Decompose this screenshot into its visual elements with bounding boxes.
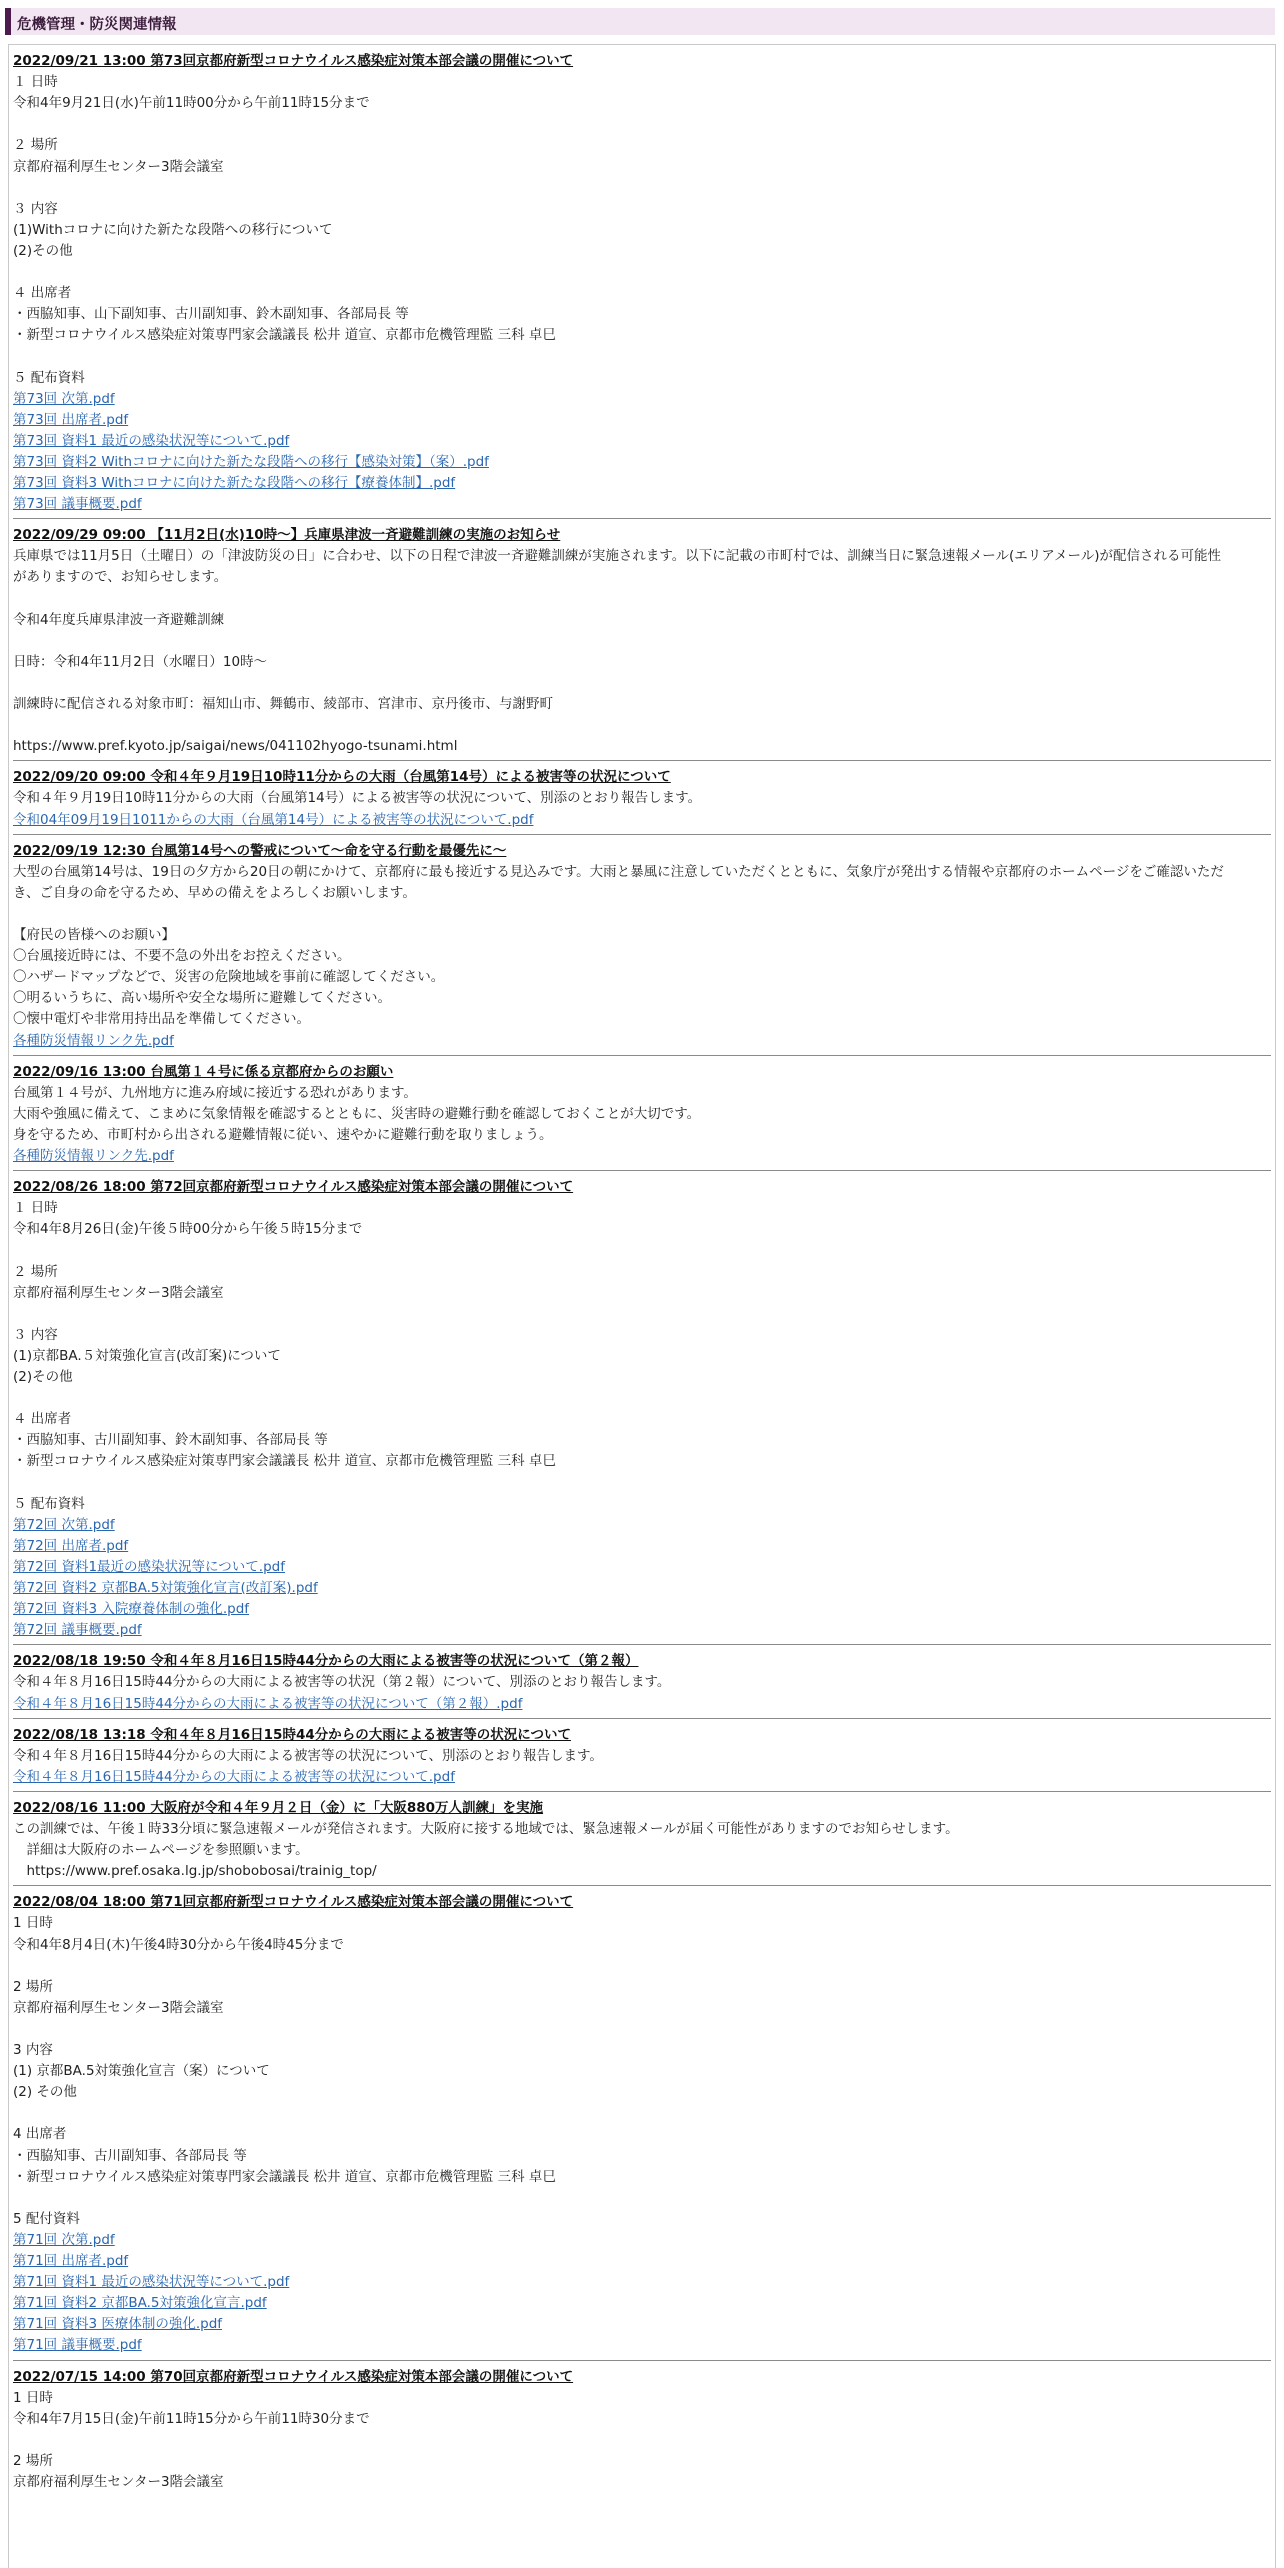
news-item-text: ４ 出席者 [13,1411,72,1428]
news-item-text: ・新型コロナウイルス感染症対策専門家会議議長 松井 道宣、京都市危機管理監 三科 卓巳 [13,327,556,344]
news-item-text: ３ 内容 [13,200,58,217]
attachment-link[interactable]: 第73回 出席者.pdf [13,411,129,428]
attachment-link[interactable]: 令和４年８月16日15時44分からの大雨による被害等の状況について（第２報）.pdf [13,1695,523,1712]
news-item-text: 5 配付資料 [13,2210,80,2227]
item-divider [13,1885,1271,1886]
news-item-text: 令和４年８月16日15時44分からの大雨による被害等の状況について、別添のとおり報告します。 [13,1747,603,1764]
news-list [8,44,1276,2568]
attachment-link[interactable]: 第72回 資料2 京都BA.5対策強化宣言(改訂案).pdf [13,1580,318,1596]
attachment-link[interactable]: 第71回 資料3 医療体制の強化.pdf [13,2316,223,2333]
news-item-text: 3 内容 [13,2042,53,2058]
section-header [5,8,1275,35]
news-item-text: 令和4年7月15日(金)午前11時15分から午前11時30分まで [13,2410,370,2427]
news-item-text: 〇台風接近時には、不要不急の外出をお控えください。 [13,948,351,965]
news-item-title: 2022/08/18 19:50 令和４年８月16日15時44分からの大雨による被害等の状況について（第２報） [13,1653,639,1670]
news-item-text: ・西脇知事、古川副知事、各部局長 等 [13,2147,247,2164]
item-divider [13,1791,1271,1792]
news-item-text: 1 日時 [13,2389,53,2406]
attachment-link[interactable]: 各種防災情報リンク先.pdf [13,1148,174,1164]
news-item-text: (2)その他 [13,1369,73,1385]
news-item-title: 2022/08/04 18:00 第71回京都府新型コロナウイルス感染症対策本部会議の開催について [13,1894,574,1911]
news-item-text: 令和４年８月16日15時44分からの大雨による被害等の状況（第２報）について、別添のとおり報告します。 [13,1674,671,1691]
news-item-text: 〇ハザードマップなどで、災害の危険地域を事前に確認してください。 [13,969,445,986]
news-item-text: 2 場所 [13,1978,53,1995]
news-item-text: １ 日時 [13,1200,58,1217]
news-item-text: 令和4年9月21日(水)午前11時00分から午前11時15分まで [13,95,370,112]
news-item-text: 令和4年8月26日(金)午後５時00分から午後５時15分まで [13,1221,363,1238]
item-divider [13,834,1271,835]
news-item-text: ４ 出席者 [13,285,72,302]
news-item-text: 令和４年９月19日10時11分からの大雨（台風第14号）による被害等の状況について、別添のとおり報告します。 [13,790,702,807]
item-divider [13,2360,1271,2361]
attachment-link[interactable]: 第71回 議事概要.pdf [13,2337,142,2354]
news-item-text: ・新型コロナウイルス感染症対策専門家会議議長 松井 道宣、京都市危機管理監 三科 卓巳 [13,1453,556,1470]
news-item-text: (2) その他 [13,2084,77,2101]
news-item-text: 日時：令和4年11月2日（水曜日）10時〜 [13,653,268,670]
attachment-link[interactable]: 第72回 議事概要.pdf [13,1622,142,1639]
item-divider [13,1055,1271,1056]
attachment-link[interactable]: 第71回 資料1 最近の感染状況等について.pdf [13,2274,290,2291]
news-item-text: 【府民の皆様へのお願い】 [13,927,175,943]
news-item-text: (1) 京都BA.5対策強化宣言（案）について [13,2063,270,2080]
news-item-text: き、ご自身の命を守るため、早めの備えをよろしくお願いします。 [13,884,416,901]
news-item-text: 台風第１４号が、九州地方に進み府域に接近する恐れがあります。 [13,1084,417,1101]
attachment-link[interactable]: 第73回 資料2 Withコロナに向けた新たな段階への移行【感染対策】（案）.pdf [13,453,489,470]
news-item-text: 身を守るため、市町村から出される避難情報に従い、速やかに避難行動を取りましょう。 [13,1126,553,1143]
news-item-text: 京都府福利厚生センター3階会議室 [13,1999,224,2016]
news-item-title: 2022/09/19 12:30 台風第14号への警戒について〜命を守る行動を最優先に〜 [13,842,507,859]
item-divider [13,518,1271,519]
news-item-text: 1 日時 [13,1915,53,1932]
news-item-text: 2 場所 [13,2452,53,2469]
news-item-text: この訓練では、午後１時33分頃に緊急速報メールが発信されます。大阪府に接する地域では、緊急速報メールが届く可能性がありますのでお知らせします。 [13,1821,959,1837]
item-divider [13,1170,1271,1171]
attachment-link[interactable]: 第72回 出席者.pdf [13,1537,129,1554]
news-item-text: 京都府福利厚生センター3階会議室 [13,2474,224,2490]
news-item-title: 2022/08/16 11:00 大阪府が令和４年９月２日（金）に「大阪880万人訓練」を実施 [13,1799,544,1816]
attachment-link[interactable]: 第72回 次第.pdf [13,1516,115,1533]
news-item-text: 4 出席者 [13,2126,67,2143]
news-item-text: 詳細は大阪府のホームページを参照願います。 [13,1842,309,1859]
attachment-link[interactable]: 各種防災情報リンク先.pdf [13,1032,174,1049]
news-item-text: 〇懐中電灯や非常用持出品を準備してください。 [13,1011,310,1028]
news-item-text: 大雨や強風に備えて、こまめに気象情報を確認するとともに、災害時の避難行動を確認しておくことが大切です。 [13,1105,701,1122]
item-divider [13,1718,1271,1719]
news-item-title: 2022/08/18 13:18 令和４年８月16日15時44分からの大雨による被害等の状況について [13,1726,571,1743]
news-item-text: ・新型コロナウイルス感染症対策専門家会議議長 松井 道宣、京都市危機管理監 三科 卓巳 [13,2168,556,2185]
news-item-text: ５ 配布資料 [13,369,85,386]
news-item-text: 令和4年8月4日(木)午後4時30分から午後4時45分まで [13,1936,344,1953]
news-item-text: 兵庫県では11月5日（土曜日）の「津波防災の日」に合わせ、以下の日程で津波一斉避難訓練が実施されます。以下に記載の市町村では、訓練当日に緊急速報メール(エリアメール)が配信される可能性 [13,548,1221,565]
news-item-text: ５ 配布資料 [13,1495,85,1512]
item-divider [13,1644,1271,1645]
attachment-link[interactable]: 第71回 資料2 京都BA.5対策強化宣言.pdf [13,2295,267,2312]
news-item-text: ・西脇知事、古川副知事、鈴木副知事、各部局長 等 [13,1432,328,1449]
news-item-title: 2022/09/21 13:00 第73回京都府新型コロナウイルス感染症対策本部会議の開催について [13,53,574,69]
attachment-link[interactable]: 第73回 議事概要.pdf [13,496,142,513]
news-item-text: ３ 内容 [13,1326,58,1343]
news-item-text: 京都府福利厚生センター3階会議室 [13,1284,224,1301]
news-item-text: 〇明るいうちに、高い場所や安全な場所に避難してください。 [13,990,391,1007]
news-item-text: (1)Withコロナに向けた新たな段階への移行について [13,221,333,238]
news-item-title: 2022/07/15 14:00 第70回京都府新型コロナウイルス感染症対策本部会議の開催について [13,2368,574,2385]
news-item-text: (1)京都BA.５対策強化宣言(改訂案)について [13,1347,281,1364]
attachment-link[interactable]: 第71回 出席者.pdf [13,2253,129,2269]
news-item-text: １ 日時 [13,74,58,91]
news-item-text: ２ 場所 [13,1263,58,1280]
news-item-text: 令和4年度兵庫県津波一斉避難訓練 [13,611,225,628]
news-item-title: 2022/09/16 13:00 台風第１４号に係る京都府からのお願い [13,1063,394,1080]
news-item-text: ・西脇知事、山下副知事、古川副知事、鈴木副知事、各部局長 等 [13,306,409,323]
news-item-text: 京都府福利厚生センター3階会議室 [13,158,224,175]
news-item-title: 2022/08/26 18:00 第72回京都府新型コロナウイルス感染症対策本部会議の開催について [13,1179,574,1196]
attachment-link[interactable]: 令和４年８月16日15時44分からの大雨による被害等の状況について.pdf [13,1768,455,1785]
attachment-link[interactable]: 第73回 資料3 Withコロナに向けた新たな段階への移行【療養体制】.pdf [13,475,456,491]
item-divider [13,760,1271,761]
news-item-text: https://www.pref.osaka.lg.jp/shobobosai/trainig_top/ [13,1863,377,1880]
attachment-link[interactable]: 第73回 次第.pdf [13,390,115,407]
attachment-link[interactable]: 令和04年09月19日1011からの大雨（台風第14号）による被害等の状況について.pdf [13,811,534,828]
news-item-text: 大型の台風第14号は、19日の夕方から20日の朝にかけて、京都府に最も接近する見込みです。大雨と暴風に注意していただくとともに、気象庁が発出する情報や京都府のホームページをご確認いただ [13,863,1224,880]
news-item-text: (2)その他 [13,242,73,259]
news-item-text: がありますので、お知らせします。 [13,569,228,586]
news-item-text: ２ 場所 [13,137,58,154]
section-title: 危機管理・防災関連情報 [17,17,177,33]
news-item-title: 2022/09/20 09:00 令和４年９月19日10時11分からの大雨（台風第14号）による被害等の状況について [13,769,671,786]
attachment-link[interactable]: 第71回 次第.pdf [13,2231,115,2248]
attachment-link[interactable]: 第73回 資料1 最近の感染状況等について.pdf [13,432,290,449]
news-item-text: 訓練時に配信される対象市町：福知山市、舞鶴市、綾部市、宮津市、京丹後市、与謝野町 [13,696,553,712]
attachment-link[interactable]: 第72回 資料3 入院療養体制の強化.pdf [13,1601,250,1618]
attachment-link[interactable]: 第72回 資料1最近の感染状況等について.pdf [13,1558,285,1575]
news-item-title: 2022/09/29 09:00 【11月2日(水)10時〜】兵庫県津波一斉避難訓練の実施のお知らせ [13,527,561,544]
news-item-text: https://www.pref.kyoto.jp/saigai/news/041102hyogo-tsunami.html [13,738,458,755]
